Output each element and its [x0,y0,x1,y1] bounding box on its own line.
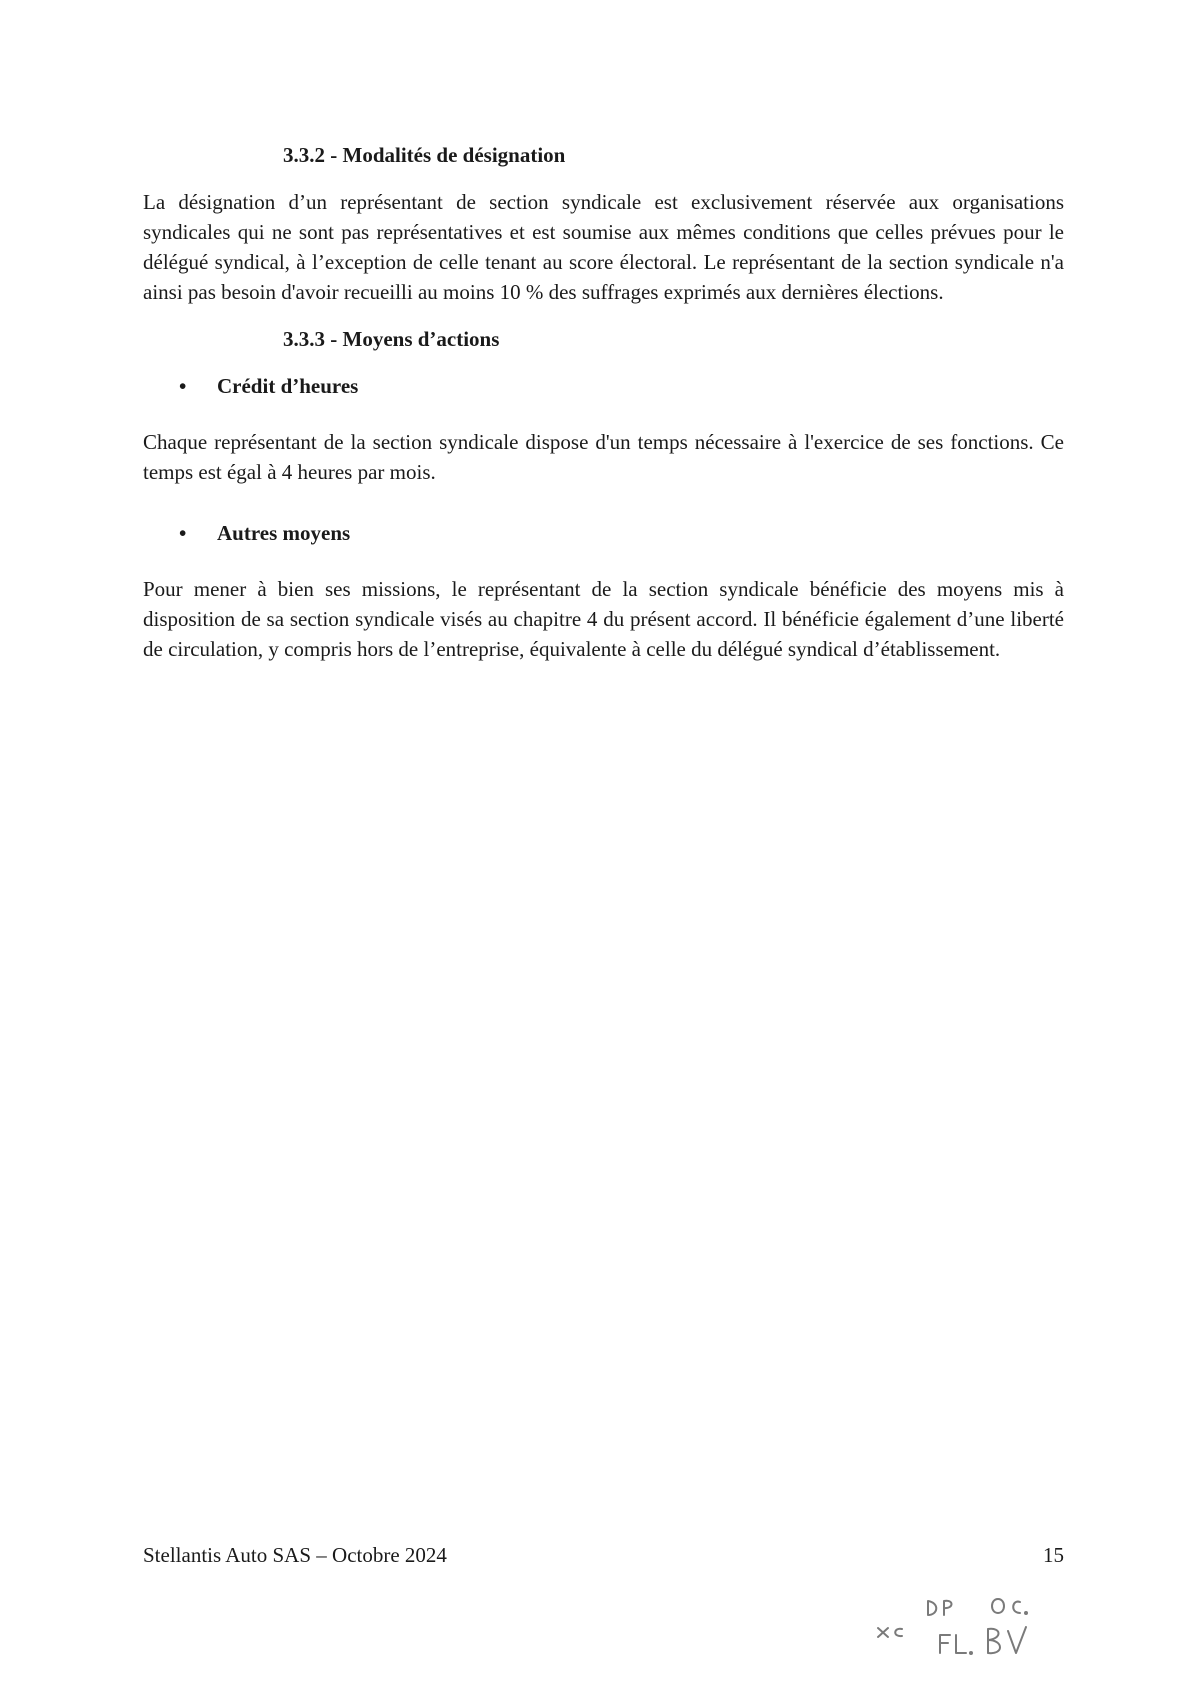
footer-company-date: Stellantis Auto SAS – Octobre 2024 [143,1543,447,1567]
bullet-label: Crédit d’heures [217,374,359,398]
initials-fl-bv [940,1627,1026,1654]
initials-dp [928,1601,952,1615]
credit-heures-paragraph: Chaque représentant de la section syndicale dispose d'un temps nécessaire à l'exercice de ses fonctions. Ce temps est égal à 4 heures par mois. [143,430,1064,484]
bullet-marker: • [179,521,187,545]
initials-xc [878,1628,902,1637]
bullet-autres-moyens [143,518,1064,548]
bullet-marker: • [179,374,187,398]
section-332-heading: 3.3.2 - Modalités de désignation [283,143,566,167]
autres-moyens-paragraph: Pour mener à bien ses missions, le représentant de la section syndicale bénéficie des moyens mis à disposition de sa section syndicale visés au chapitre 4 du présent accord. Il bénéficie également d’une liberté de circulation, y compris hors de l’entreprise, équivalente à celle du délégué syndical d’établissement. [143,577,1064,661]
section-332-paragraph: La désignation d’un représentant de section syndicale est exclusivement réservée aux organisations syndicales qui ne sont pas représentatives et est soumise aux mêmes conditions que celles prévues pour le délégué syndical, à l’exception de celle tenant au score électoral. Le représentant de la section syndicale n'a ainsi pas besoin d'avoir recueilli au moins 10 % des suffrages exprimés aux dernières élections. [143,190,1064,304]
bullet-label: Autres moyens [217,521,351,545]
initials-oc [992,1599,1027,1614]
page-body [143,140,1064,664]
handwritten-initials [870,1585,1070,1670]
section-333-heading: 3.3.3 - Moyens d’actions [283,327,500,351]
bullet-credit-heures [143,371,1064,401]
footer-page-number: 15 [1043,1543,1064,1567]
